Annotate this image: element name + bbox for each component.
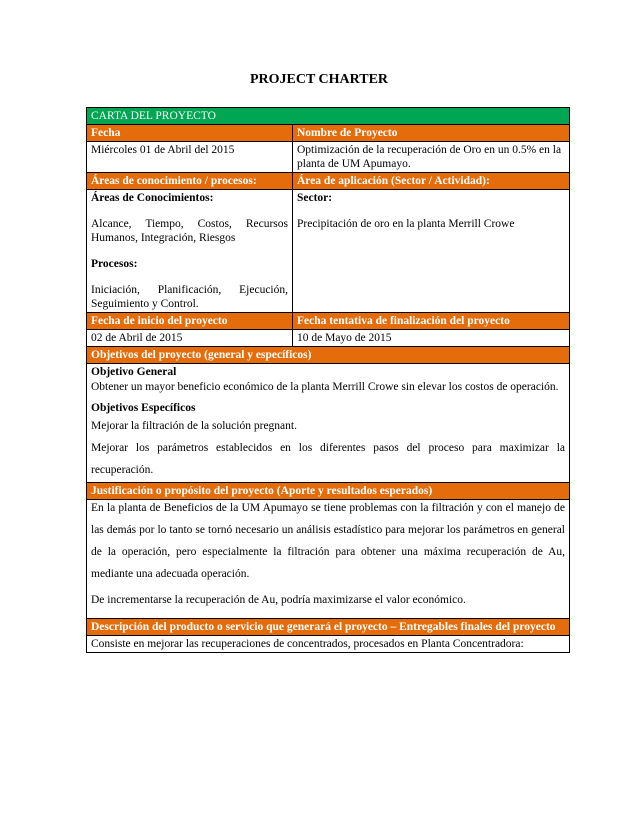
fecha-inicio-value: 02 de Abril de 2015: [87, 330, 293, 347]
procesos-label: Procesos:: [91, 258, 138, 270]
objetivos-cell: [87, 364, 570, 483]
nombre-value: Optimización de la recuperación de Oro en un 0.5% en la planta de UM Apumayo.: [293, 142, 570, 173]
conocimientos-label: Áreas de Conocimientos:: [91, 192, 214, 204]
fecha-value: Miércoles 01 de Abril del 2015: [87, 142, 293, 173]
justificacion-p2: De incrementarse la recuperación de Au, podría maximizarse el valor económico.: [91, 594, 466, 606]
fecha-fin-label: Fecha tentativa de finalización del proyecto: [293, 313, 570, 330]
areas-cell: [87, 190, 293, 313]
descripcion-value: Consiste en mejorar las recuperaciones de concentrados, procesados en Planta Concentradora:: [87, 636, 570, 653]
charter-header: CARTA DEL PROYECTO: [87, 108, 570, 125]
procesos-value: Iniciación, Planificación, Ejecución, Seguimiento y Control.: [91, 284, 288, 310]
objetivo-especifico-1: Mejorar la filtración de la solución pregnant.: [91, 420, 297, 432]
nombre-label: Nombre de Proyecto: [293, 125, 570, 142]
justificacion-cell: [87, 500, 570, 619]
objetivo-especifico-2: Mejorar los parámetros establecidos en los diferentes pasos del proceso para maximizar la recuperación.: [91, 442, 565, 476]
areas-label: Áreas de conocimiento / procesos:: [87, 173, 293, 190]
conocimientos-value: Alcance, Tiempo, Costos, Recursos Humanos, Integración, Riesgos: [91, 218, 288, 244]
project-charter-table: [86, 107, 570, 653]
objetivo-general-label: Objetivo General: [91, 366, 177, 378]
aplicacion-label: Área de aplicación (Sector / Actividad):: [293, 173, 570, 190]
objetivos-label: Objetivos del proyecto (general y específicos): [87, 347, 570, 364]
document-title: PROJECT CHARTER: [249, 72, 389, 87]
fecha-inicio-label: Fecha de inicio del proyecto: [87, 313, 293, 330]
justificacion-label: Justificación o propósito del proyecto (Aporte y resultados esperados): [87, 483, 570, 500]
sector-label: Sector:: [297, 192, 333, 204]
objetivos-especificos-label: Objetivos Específicos: [91, 402, 196, 414]
fecha-fin-value: 10 de Mayo de 2015: [293, 330, 570, 347]
justificacion-p1: En la planta de Beneficios de la UM Apumayo se tiene problemas con la filtración y con el manejo de las demás por lo tanto se tornó necesario un análisis estadístico para mejorar los parámetros en general de la operación, pero especialmente la filtración para obtener una máxima recuperación de Au, mediante una adecuada operación.: [91, 502, 565, 580]
descripcion-label: Descripción del producto o servicio que generará el proyecto – Entregables finales del proyecto: [87, 619, 570, 636]
objetivo-general-value: Obtener un mayor beneficio económico de la planta Merrill Crowe sin elevar los costos de operación.: [91, 381, 559, 393]
aplicacion-cell: [293, 190, 570, 313]
sector-value: Precipitación de oro en la planta Merrill Crowe: [297, 218, 515, 230]
fecha-label: Fecha: [87, 125, 293, 142]
